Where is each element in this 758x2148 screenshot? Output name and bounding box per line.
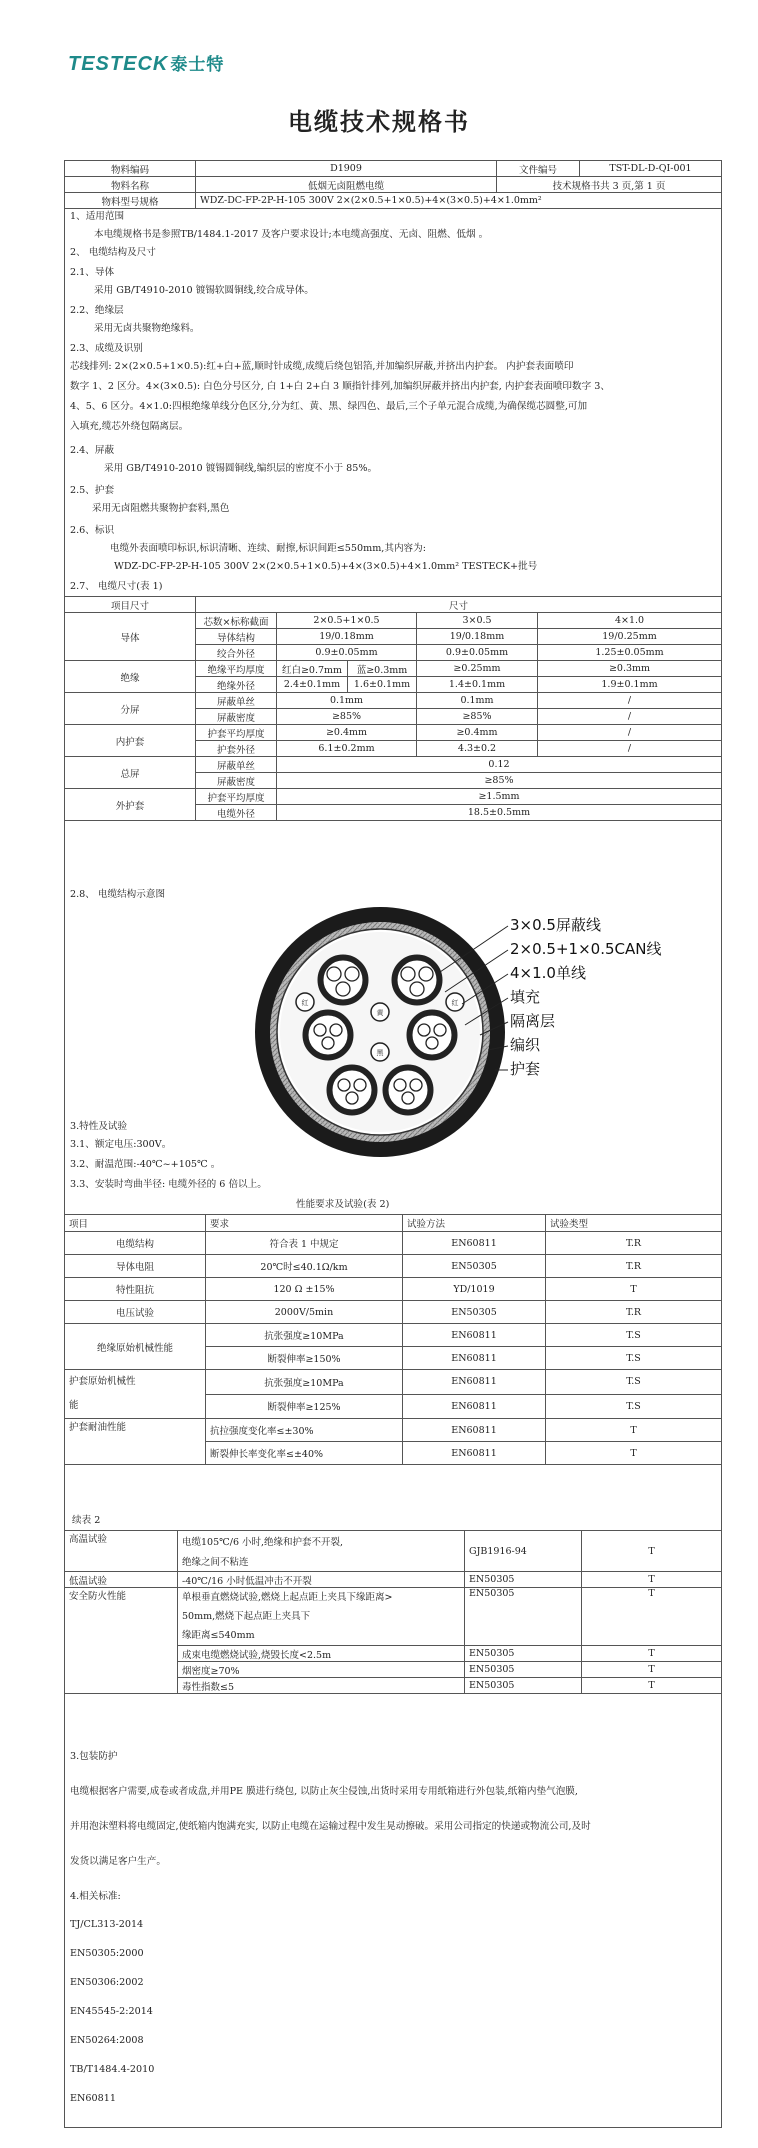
- section-heading: 1、适用范围: [70, 211, 125, 222]
- table-row: 安全防火性能 单根垂直燃烧试验,燃烧上起点距上夹具下缘距离> 50mm,燃烧下起点距上夹具下 缘距离≤540mm EN50305 T: [65, 1588, 722, 1646]
- table-row: 高温试验 电缆105℃/6 小时,绝缘和护套不开裂, GJB1916-94 T: [65, 1531, 722, 1552]
- standard-item: EN45545-2:2014: [70, 2006, 153, 2017]
- paragraph: 4、5、6 区分。4×1.0:四根绝缘单线分色区分,分为红、黄、黑、绿四色、最后,三个子单元混合成缆,为确保缆芯圆整,可加: [70, 401, 588, 412]
- dimension-table: 项目尺寸 尺寸 导体 芯数×标称截面 2×0.5+1×0.5 3×0.5 4×1.0 导体结构 19/0.18mm 19/0.18mm 19/0.25mm 绞合外径 0.9±0.05mm 0.9±0.05mm 1.25±0.05mm 绝缘 绝缘平均厚度 红白≥0.7mm 蓝≥0.3mm ≥0.25mm ≥0.3mm 绝缘外径 2.4±0.1mm 1.6±0.1mm 1.4±0.1mm 1.9±0.1mm 分屏 屏蔽单丝 0.1mm 0.1mm / 屏蔽密度 ≥85% ≥85% / 内护套 护套平均厚度 ≥0.4mm ≥0.4mm / 护套外径 6.1±0.2mm 4.3±0.2 / 总屏 屏蔽单丝 0.12 屏蔽密度 ≥85% 外护套 护套平均厚度 ≥1.5mm 电缆外径 18.5±0.5mm: [64, 596, 722, 821]
- table-row: 烟密度≥70% EN50305 T: [65, 1662, 722, 1678]
- standard-item: EN50264:2008: [70, 2035, 144, 2046]
- shield-unit-right: [407, 1010, 457, 1060]
- paragraph: 芯线排列: 2×(2×0.5+1×0.5):红+白+蓝,顺时针成缆,成缆后绕包铝箔,并加编织屏蔽,并挤出内护套。 内护套表面喷印: [70, 361, 574, 372]
- standard-item: EN50306:2002: [70, 1977, 144, 1988]
- section-heading: 2.3、成缆及识别: [70, 343, 143, 354]
- paragraph: 数字 1、2 区分。4×(3×0.5): 白色分号区分, 白 1+白 2+白 3 顺指针排列,加编织屏蔽并挤出内护套, 内护套表面喷印数字 3、: [70, 381, 610, 392]
- table-caption: 性能要求及试验(表 2): [296, 1199, 390, 1210]
- section-heading: 2、 电缆结构及尺寸: [70, 247, 156, 258]
- paragraph: WDZ-DC-FP-2P-H-105 300V 2×(2×0.5+1×0.5)+4×(3×0.5)+4×1.0mm² TESTECK+批号: [114, 561, 538, 572]
- section-heading: 2.4、屏蔽: [70, 445, 115, 456]
- table-row: 低温试验 -40℃/16 小时低温冲击不开裂 EN50305 T: [65, 1572, 722, 1588]
- section-heading: 2.5、护套: [70, 485, 115, 496]
- company-logo: TESTECK 泰士特: [68, 53, 225, 75]
- table-caption: 续表 2: [72, 1515, 101, 1526]
- table-row: 断裂伸率≥150% EN60811 T.S: [65, 1347, 722, 1370]
- paragraph: 采用无卤阻燃共聚物护套料,黑色: [92, 503, 230, 514]
- table-row: 电压试验 2000V/5min EN50305 T.R: [65, 1301, 722, 1324]
- core-label: 黑: [376, 1049, 384, 1057]
- paragraph: 采用无卤共聚物绝缘料。: [94, 323, 200, 334]
- label-filler: 填充: [510, 988, 541, 1006]
- can-unit-left: [318, 955, 368, 1005]
- core-label: 红: [451, 999, 459, 1007]
- label-shield-wire: 3×0.5屏蔽线: [510, 916, 601, 934]
- paragraph: 入填充,缆芯外绕包隔离层。: [70, 421, 189, 432]
- table-row: 绝缘原始机械性能 抗张强度≥10MPa EN60811 T.S: [65, 1324, 722, 1347]
- shield-unit-bottom-left: [327, 1065, 377, 1115]
- document-title: 电缆技术规格书: [288, 108, 470, 136]
- paragraph: 电缆根据客户需要,成卷或者成盘,并用PE 膜进行绕包, 以防止灰尘侵蚀,出货时采用专用纸箱进行外包装,纸箱内垫气泡膜,: [70, 1786, 578, 1797]
- standard-item: EN50305:2000: [70, 1948, 144, 1959]
- label-braid: 编织: [510, 1036, 541, 1054]
- core-label: 红: [301, 999, 309, 1007]
- table-row: 特性阻抗 120 Ω ±15% YD/1019 T: [65, 1278, 722, 1301]
- diagram-labels: [510, 916, 661, 1078]
- label-single-wire: 4×1.0单线: [510, 964, 586, 982]
- shield-unit-left: [303, 1010, 353, 1060]
- paragraph: 3.2、耐温范围:-40℃~+105℃ 。: [70, 1159, 221, 1170]
- section-heading: 4.相关标准:: [70, 1891, 121, 1902]
- paragraph: 发货以满足客户生产。: [70, 1856, 166, 1867]
- standard-item: TJ/CL313-2014: [70, 1919, 144, 1930]
- section-heading: 3.特性及试验: [70, 1121, 128, 1132]
- table-row: 毒性指数≤5 EN50305 T: [65, 1678, 722, 1694]
- paragraph: 电缆外表面喷印标识,标识清晰、连续、耐擦,标识间距≤550mm,其内容为:: [110, 543, 426, 554]
- table-row: 护套耐油性能 抗拉强度变化率≤±30% EN60811 T: [65, 1419, 722, 1442]
- paragraph: 采用 GB/T4910-2010 镀锡圆铜线,编织层的密度不小于 85%。: [104, 463, 378, 474]
- label-jacket: 护套: [510, 1060, 541, 1078]
- section-heading: 2.2、绝缘层: [70, 305, 124, 316]
- standard-item: EN60811: [70, 2093, 116, 2104]
- section-heading: 2.8、 电缆结构示意图: [70, 889, 166, 900]
- core-label: 黄: [376, 1009, 384, 1017]
- performance-table: 项目 要求 试验方法 试验类型 电缆结构 符合表 1 中规定 EN60811 T.R 导体电阻 20℃时≤40.1Ω/km EN50305 T.R 特性阻抗 120 Ω ±15% YD/1019 T 电压试验 2000V/5min EN50305 T.R 绝缘原始机械性能 抗张强度≥10MPa EN60811 T.S 断裂伸率≥150% EN60811 T.S 护套原始机械性 能 抗张强度≥10MPa EN60811 T.S 断裂伸率≥125% EN60811 T.S 护套耐油性能 抗拉强度变化率≤±30% EN60811 T 断裂伸长率变化率≤±40% EN60811 T: [64, 1214, 722, 1465]
- table-row: 断裂伸率≥125% EN60811 T.S: [65, 1394, 722, 1419]
- section-heading: 2.6、标识: [70, 525, 115, 536]
- paragraph: 采用 GB/T4910-2010 镀锡软圆铜线,绞合成导体。: [94, 285, 314, 296]
- paragraph: 3.3、安装时弯曲半径: 电缆外径的 6 倍以上。: [70, 1179, 267, 1190]
- cable-cross-section-diagram: [240, 900, 720, 1160]
- label-can-wire: 2×0.5+1×0.5CAN线: [510, 940, 662, 958]
- table-row: 护套原始机械性 能 抗张强度≥10MPa EN60811 T.S: [65, 1370, 722, 1395]
- header-table: 物料编码 D1909 文件编号 TST-DL-D-QI-001 物料名称 低烟无卤阻燃电缆 技术规格书共 3 页,第 1 页 物料型号规格 WDZ-DC-FP-2P-H-105 300V 2×(2×0.5+1×0.5)+4×(3×0.5)+4×1.0mm²: [64, 160, 722, 209]
- label-separator: 隔离层: [510, 1012, 556, 1030]
- standard-item: TB/T1484.4-2010: [70, 2064, 155, 2075]
- continuation-table: 高温试验 电缆105℃/6 小时,绝缘和护套不开裂, GJB1916-94 T 绝缘之间不粘连 低温试验 -40℃/16 小时低温冲击不开裂 EN50305 T 安全防火性能 单根垂直燃烧试验,燃烧上起点距上夹具下缘距离> 50mm,燃烧下起点距上夹具下 缘距离≤540mm EN50305 T 成束电缆燃烧试验,烧毁长度<2.5m EN50305 T 烟密度≥70% EN50305 T 毒性指数≤5 EN50305 T: [64, 1530, 722, 1694]
- table-row: 电缆结构 符合表 1 中规定 EN60811 T.R: [65, 1232, 722, 1255]
- paragraph: 3.1、额定电压:300V。: [70, 1139, 172, 1150]
- table-row: 断裂伸长率变化率≤±40% EN60811 T: [65, 1442, 722, 1465]
- section-heading: 2.7、 电缆尺寸(表 1): [70, 581, 163, 592]
- paragraph: 并用泡沫塑料将电缆固定,使纸箱内饱满充实, 以防止电缆在运输过程中发生晃动擦破。采用公司指定的快递或物流公司,及时: [70, 1821, 591, 1832]
- section-heading: 2.1、导体: [70, 267, 115, 278]
- can-unit-right: [392, 955, 442, 1005]
- section-heading: 3.包装防护: [70, 1751, 118, 1762]
- table-row: 导体电阻 20℃时≤40.1Ω/km EN50305 T.R: [65, 1255, 722, 1278]
- table-row: 成束电缆燃烧试验,烧毁长度<2.5m EN50305 T: [65, 1646, 722, 1662]
- paragraph: 本电缆规格书是参照TB/1484.1-2017 及客户要求设计;本电缆高强度、无卤、阻燃、低烟 。: [94, 229, 489, 240]
- shield-unit-bottom-right: [383, 1065, 433, 1115]
